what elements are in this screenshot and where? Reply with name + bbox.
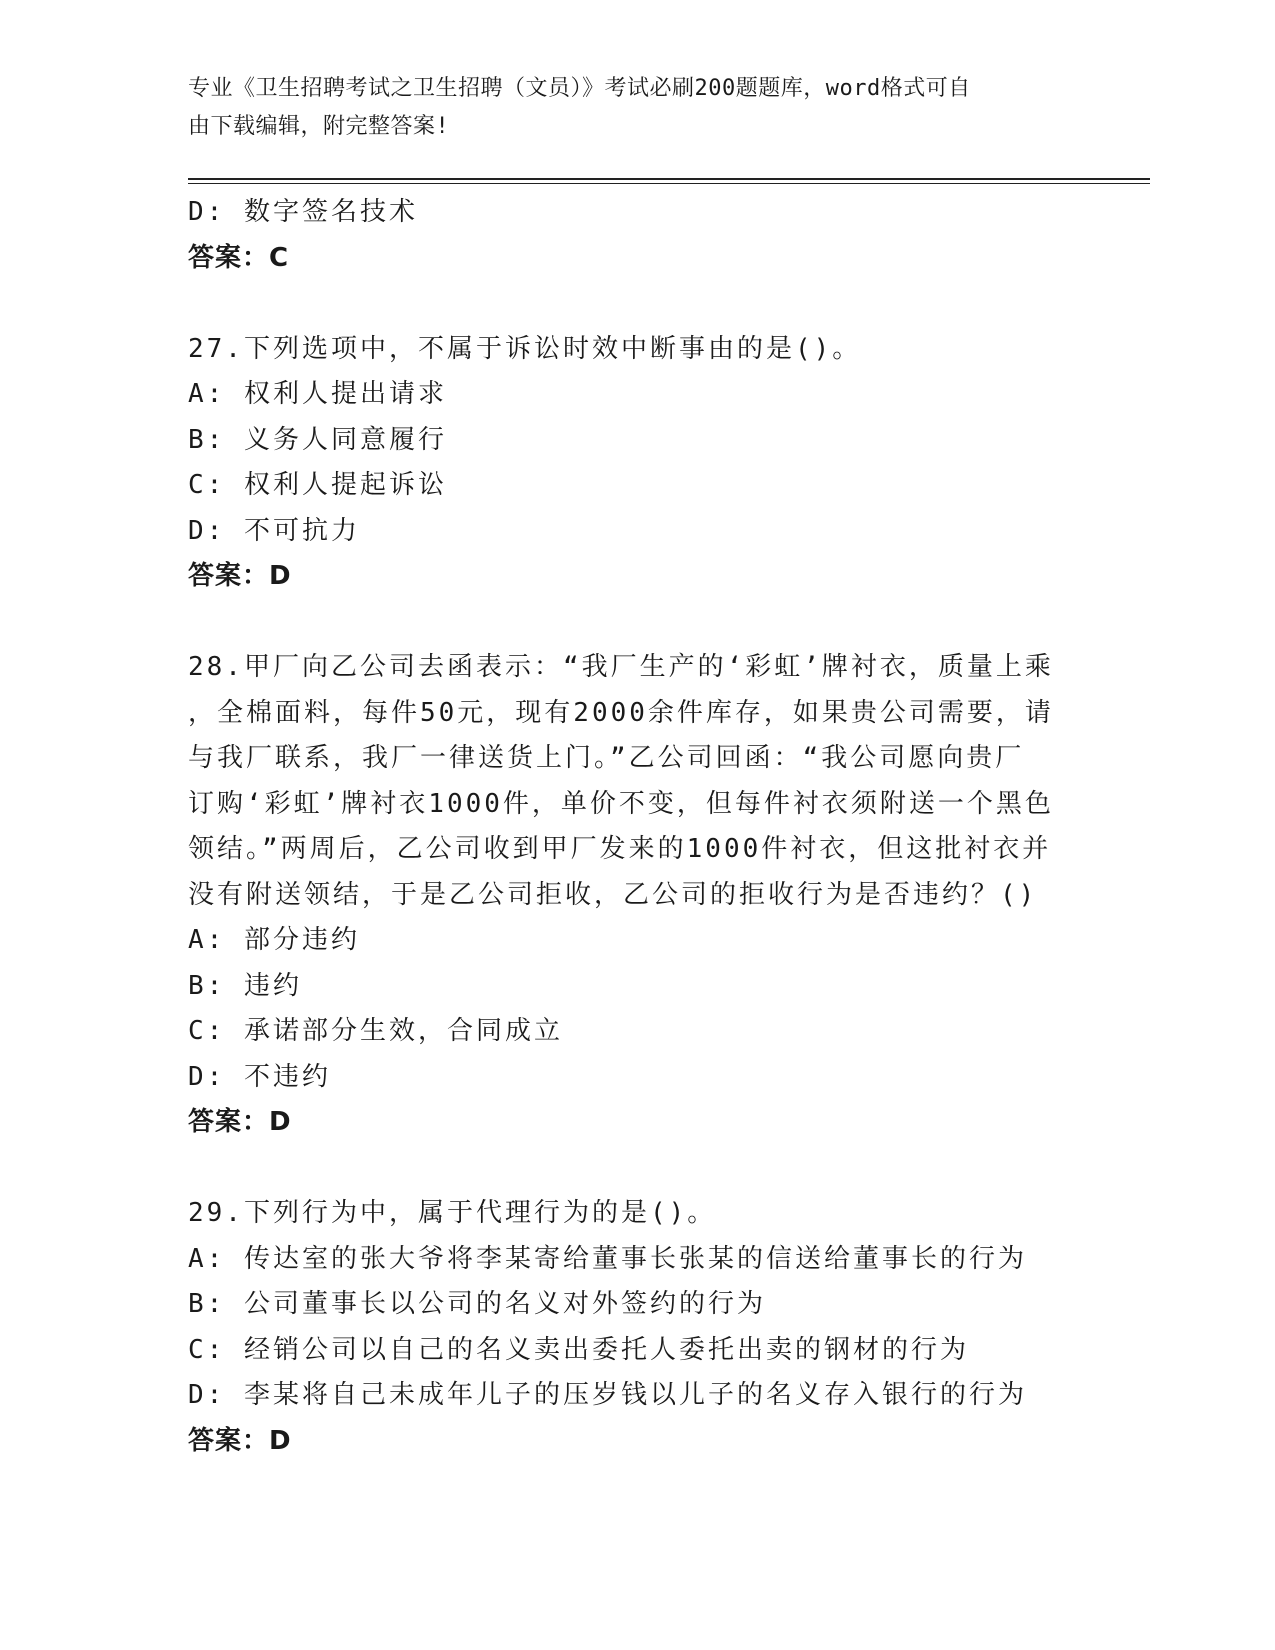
option-c: C: 经销公司以自己的名义卖出委托人委托出卖的钢材的行为 (188, 1334, 969, 1365)
stem-line: 没有附送领结，于是乙公司拒收，乙公司的拒收行为是否违约？() (188, 879, 1038, 910)
answer-line: 答案：D (188, 561, 292, 591)
option-b: B: 公司董事长以公司的名义对外签约的行为 (188, 1289, 766, 1319)
option-b: B: 义务人同意履行 (188, 424, 447, 455)
stem-line: 领结。”两周后，乙公司收到甲厂发来的1000件衬衣，但这批衬衣并 (188, 834, 1052, 864)
question-content (188, 190, 1148, 1464)
header-divider-thin (188, 183, 1150, 184)
option-d: D: 不违约 (188, 1061, 331, 1092)
answer-line: 答案：D (188, 1107, 292, 1137)
answer-line: 答案：C (188, 242, 290, 273)
stem-line: 与我厂联系，我厂一律送货上门。”乙公司回函：“我公司愿向贵厂 (188, 743, 1025, 773)
question-29 (188, 1191, 1148, 1464)
header-line-1: 专业《卫生招聘考试之卫生招聘（文员）》考试必刷200题题库，word格式可自 (188, 76, 971, 101)
spacer (188, 1146, 1148, 1192)
stem-line: 订购‘彩虹’牌衬衣1000件，单价不变，但每件衬衣须附送一个黑色 (188, 788, 1054, 819)
stem-line: ，全棉面料，每件50元，现有2000余件库存，如果贵公司需要，请 (188, 697, 1054, 728)
option-a: A: 部分违约 (188, 925, 360, 955)
question-stem: 27.下列选项中，不属于诉讼时效中断事由的是()。 (188, 333, 862, 364)
header-line-2: 由下载编辑，附完整答案! (188, 114, 450, 139)
spacer (188, 600, 1148, 646)
header-divider-thick (188, 178, 1150, 180)
option-b: B: 违约 (188, 970, 302, 1001)
option-a: A: 传达室的张大爷将李某寄给董事长张某的信送给董事长的行为 (188, 1243, 1027, 1274)
option-d: D: 不可抗力 (188, 515, 360, 546)
stem-line: 28.甲厂向乙公司去函表示：“我厂生产的‘彩虹’牌衬衣，质量上乘 (188, 652, 1054, 682)
option-c: C: 权利人提起诉讼 (188, 470, 447, 500)
question-28 (188, 645, 1148, 1146)
question-27 (188, 327, 1148, 600)
option-d: D: 李某将自己未成年儿子的压岁钱以儿子的名义存入银行的行为 (188, 1380, 1027, 1410)
answer-line: 答案：D (188, 1425, 292, 1456)
question-stem (188, 645, 1148, 918)
option-c: C: 承诺部分生效，合同成立 (188, 1016, 563, 1046)
question-stem: 29.下列行为中，属于代理行为的是()。 (188, 1198, 717, 1228)
page-header (188, 70, 1068, 146)
option-a: A: 权利人提出请求 (188, 379, 447, 409)
question-26-tail (188, 190, 1148, 281)
option-d: D: 数字签名技术 (188, 197, 418, 227)
spacer (188, 281, 1148, 327)
